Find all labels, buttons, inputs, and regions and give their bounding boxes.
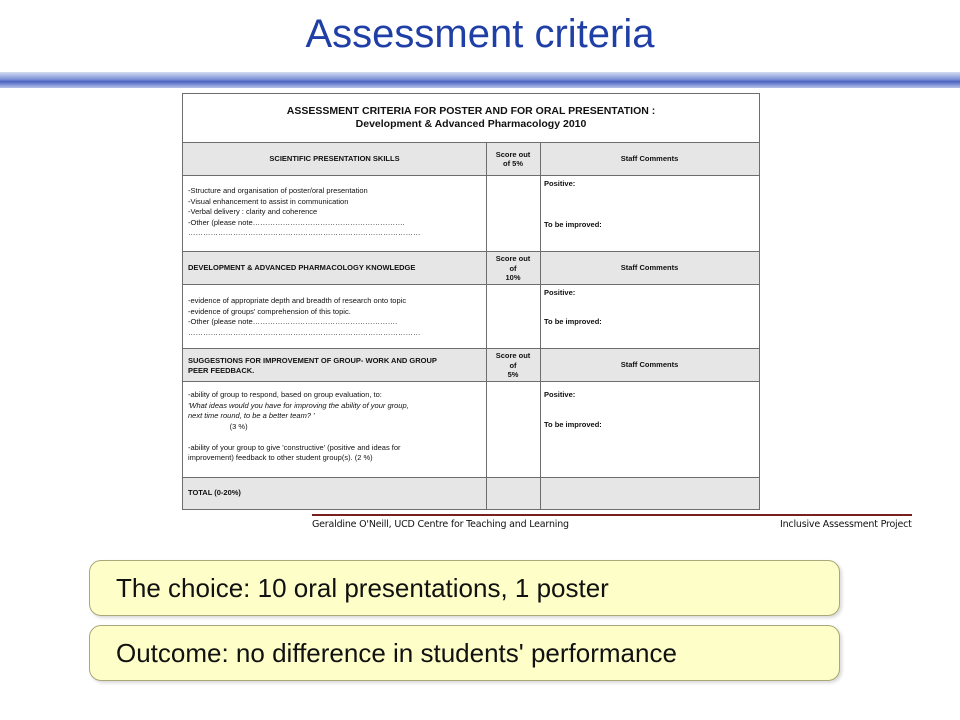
section-2-score-line2: of <box>509 263 517 273</box>
section-2-line: -evidence of appropriate depth and breadth of research onto topic <box>188 296 407 305</box>
section-2-body-row <box>183 285 759 349</box>
section-1-positive-label: Positive: <box>544 179 576 188</box>
title-divider <box>0 72 960 88</box>
section-3-comments-cell <box>540 382 759 477</box>
section-1-comments-cell <box>540 176 759 251</box>
section-3-positive-label: Positive: <box>544 390 576 399</box>
section-1-improve-label: To be improved: <box>544 220 602 229</box>
section-2-score-header <box>486 252 540 284</box>
section-3-score-line2: of <box>509 360 517 370</box>
section-2-positive-label: Positive: <box>544 288 576 297</box>
section-2-criteria <box>183 285 486 348</box>
section-3-line: improvement) feedback to other student group(s). (2 %) <box>188 453 373 462</box>
section-3-score-line3: 5% <box>507 370 519 379</box>
section-1-line: -Visual enhancement to assist in communication <box>188 196 349 206</box>
section-3-body-row <box>183 382 759 478</box>
section-3-line: next time round, to be a better team? ' <box>188 411 315 420</box>
footer-divider <box>312 514 912 516</box>
section-3-header <box>183 349 486 381</box>
section-2-line: -evidence of groups' comprehension of this topic. <box>188 306 351 316</box>
callout-outcome <box>89 625 840 681</box>
section-3-line: -ability of group to respond, based on group evaluation, to: <box>188 390 382 399</box>
total-comments-cell <box>540 478 759 509</box>
section-3-line: 'What ideas would you have for improving the ability of your group, <box>188 400 409 410</box>
section-3-score-cell <box>486 382 540 477</box>
section-2-line: ………………………………………………………………………………… <box>188 327 421 337</box>
sheet-heading-line2: Development & Advanced Pharmacology 2010 <box>355 118 587 130</box>
section-3-improve-label: To be improved: <box>544 420 602 429</box>
section-1-score-line1: Score out <box>495 150 531 159</box>
section-1-score-line2: of 5% <box>502 159 523 168</box>
total-label: TOTAL (0-20%) <box>188 488 241 497</box>
callout-choice-text: The choice: 10 oral presentations, 1 poster <box>116 573 609 603</box>
section-2-header: DEVELOPMENT & ADVANCED PHARMACOLOGY KNOWLEDGE <box>188 263 416 272</box>
section-3-comments-header: Staff Comments <box>620 360 679 369</box>
callout-outcome-text: Outcome: no difference in students' performance <box>116 638 677 668</box>
section-2-header-row <box>183 252 759 285</box>
section-1-line: -Verbal delivery : clarity and coherence <box>188 207 318 216</box>
section-2-line: -Other (please note…………………………………………………. <box>188 317 398 326</box>
footer-credit: Geraldine O'Neill, UCD Centre for Teaching and Learning <box>312 519 569 530</box>
sheet-heading <box>183 94 759 131</box>
section-3-score-header <box>486 349 540 381</box>
section-1-line: -Structure and organisation of poster/oral presentation <box>188 186 368 195</box>
section-1-score-cell <box>486 176 540 251</box>
section-3-criteria <box>183 382 486 477</box>
section-2-comments-cell <box>540 285 759 348</box>
footer-project: Inclusive Assessment Project <box>780 519 912 530</box>
callout-choice <box>89 560 840 616</box>
slide-title: Assessment criteria <box>305 12 655 56</box>
section-1-line: -Other (please note……………………………………………………. <box>188 217 405 227</box>
section-3-header-line2: PEER FEEDBACK. <box>188 366 255 375</box>
sheet-heading-row <box>183 94 759 143</box>
section-3-line <box>188 432 482 443</box>
assessment-criteria-sheet <box>182 93 760 510</box>
section-1-line: ………………………………………………………………………………… <box>188 228 421 237</box>
section-3-header-line1: SUGGESTIONS FOR IMPROVEMENT OF GROUP- WORK AND GROUP <box>188 356 437 365</box>
section-2-score-line1: Score out <box>495 254 531 263</box>
section-1-criteria <box>183 176 486 251</box>
section-1-header: SCIENTIFIC PRESENTATION SKILLS <box>269 154 400 163</box>
section-2-score-line3: 10% <box>505 273 521 282</box>
section-2-comments-header: Staff Comments <box>620 263 679 272</box>
total-score-cell <box>486 478 540 509</box>
total-row <box>183 478 759 509</box>
section-2-score-cell <box>486 285 540 348</box>
section-3-line: (3 %) <box>188 421 248 431</box>
section-3-header-row <box>183 349 759 382</box>
section-1-body-row <box>183 176 759 252</box>
section-1-comments-header: Staff Comments <box>620 154 679 163</box>
sheet-heading-line1: ASSESSMENT CRITERIA FOR POSTER AND FOR ORAL PRESENTATION : <box>286 105 656 117</box>
section-1-score-header <box>486 143 540 175</box>
section-3-line: -ability of your group to give 'constructive' (positive and ideas for <box>188 442 401 452</box>
section-1-header-row <box>183 143 759 176</box>
section-2-improve-label: To be improved: <box>544 317 602 326</box>
section-3-score-line1: Score out <box>495 351 531 360</box>
